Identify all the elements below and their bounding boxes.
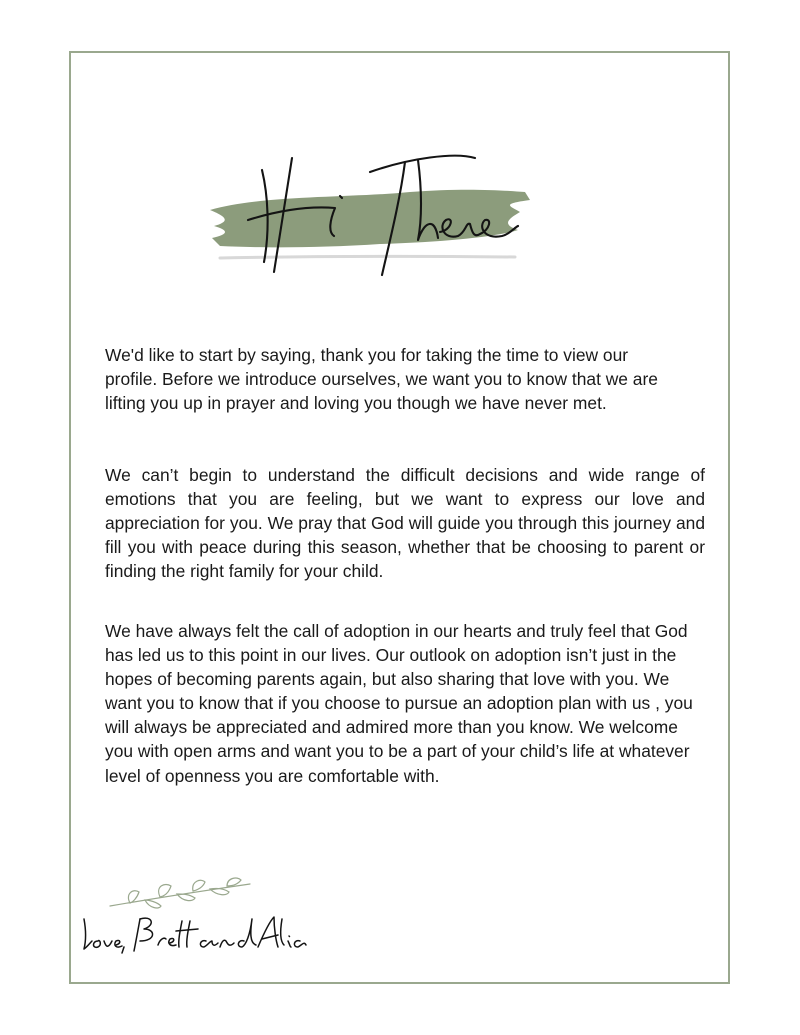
letter-paragraph-1: We'd like to start by saying, thank you for taking the time to view our profile. Before we introduce ourselves, we want you to know that we are lifting you up in prayer and loving you though we have never met. (105, 345, 658, 414)
signature (78, 905, 308, 955)
letter-paragraph-2: We can’t begin to understand the difficult decisions and wide range of emotions that you are feeling, but we want to express our love and appreciation for you. We pray that God will guide you through this journey and fill you with peace during this season, whether that be choosing to parent or finding the right family for your child. (105, 465, 705, 582)
hi-there-title (240, 140, 540, 280)
letter-paragraph-3: We have always felt the call of adoption in our hearts and truly feel that God has led us to this point in our lives. Our outlook on adoption isn’t just in the hopes of becoming parents again, but also sharing that love with you. We want you to know that if you choose to pursue an adoption plan with us , you will always be appreciated and admired more than you know. We welcome you with open arms and want you to be a part of your child’s life at whatever level of openness you are comfortable with. (105, 621, 693, 786)
